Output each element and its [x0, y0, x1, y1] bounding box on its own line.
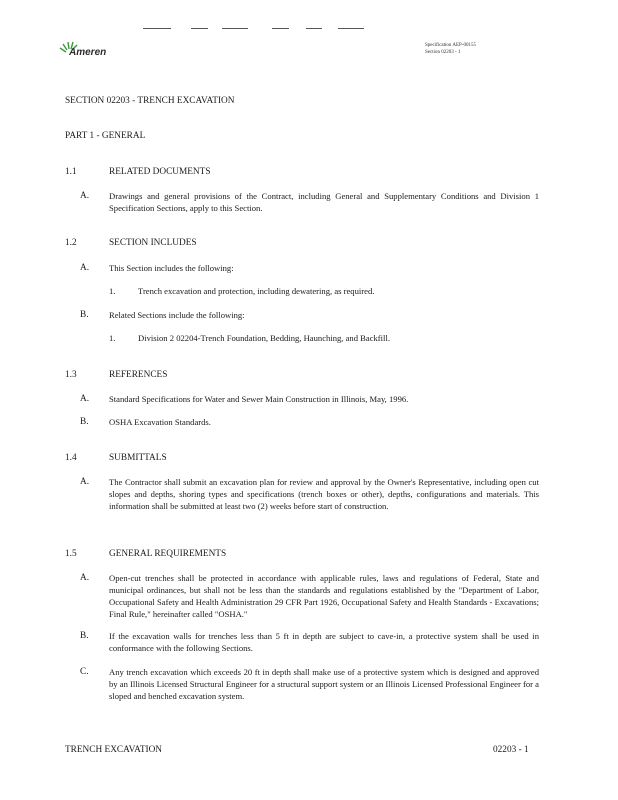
article-number: 1.4 — [65, 453, 77, 463]
article-heading: REFERENCES — [109, 370, 168, 380]
paragraph-text: If the excavation walls for trenches less than 5 ft in depth are subject to cave-in, a protective system shall be used in conformance with the following Sections. — [109, 631, 539, 653]
part-heading: PART 1 - GENERAL — [65, 131, 146, 141]
header-rule-segment — [272, 28, 289, 29]
article-heading: RELATED DOCUMENTS — [109, 167, 211, 177]
paragraph-letter: B. — [80, 631, 89, 641]
paragraph-letter: B. — [80, 417, 89, 427]
article-heading: SECTION INCLUDES — [109, 238, 197, 248]
header-rule-segment — [222, 28, 248, 29]
header-rule-segment — [143, 28, 171, 29]
paragraph-text: Any trench excavation which exceeds 20 ft in depth shall make use of a protective system which is designed and approved by an Illinois Licensed Structural Engineer for a structural support system or an Illinois Licensed Professional Engineer for a sloped and benched excavation system. — [109, 667, 539, 701]
article-heading: SUBMITTALS — [109, 453, 167, 463]
paragraph-text: Standard Specifications for Water and Sewer Main Construction in Illinois, May, 1996. — [109, 394, 409, 404]
header-rule-segment — [191, 28, 208, 29]
spec-line-2: Section 02203 - 1 — [425, 50, 461, 55]
paragraph-letter: A. — [80, 394, 90, 404]
article-number: 1.3 — [65, 370, 77, 380]
subparagraph-number: 1. — [109, 333, 116, 343]
article-heading: GENERAL REQUIREMENTS — [109, 549, 227, 559]
footer-page-number: 02203 - 1 — [493, 745, 529, 755]
paragraph-letter: A. — [80, 263, 90, 273]
subparagraph-number: 1. — [109, 286, 116, 296]
header-rule-segment — [306, 28, 322, 29]
paragraph-letter: B. — [80, 310, 89, 320]
header-rule-segment — [338, 28, 364, 29]
paragraph-letter: A. — [80, 477, 90, 487]
paragraph-text: Related Sections include the following: — [109, 310, 245, 320]
paragraph-text: Drawings and general provisions of the Contract, including General and Supplementary Conditions and Division 1 Specification Sections, apply to this Section. — [109, 191, 539, 213]
paragraph-text: Open-cut trenches shall be protected in accordance with applicable rules, laws and regulations of Federal, State and municipal ordinances, but shall not be less than the standards and regulations established by the "Department of Labor, Occupational Safety and Health Administration 29 CFR Part 1926, Occupational Safety and Health Standards - Excavations; Final Rule," hereinafter called "OSHA." — [109, 573, 539, 619]
article-number: 1.2 — [65, 238, 77, 248]
logo-wordmark: Ameren — [69, 47, 107, 58]
spec-identifier — [425, 42, 476, 56]
article-number: 1.5 — [65, 549, 77, 559]
article-number: 1.1 — [65, 167, 77, 177]
footer-title: TRENCH EXCAVATION — [65, 745, 163, 755]
paragraph-letter: A. — [80, 573, 90, 583]
subparagraph-text: Trench excavation and protection, including dewatering, as required. — [138, 286, 375, 296]
paragraph-text: The Contractor shall submit an excavation plan for review and approval by the Owner's Representative, including open cut slopes and depths, shoring types and specifications (trench boxes or other), depths, configurations and materials. This information shall be submitted at least two (2) weeks before start of construction. — [109, 477, 539, 511]
section-title: SECTION 02203 - TRENCH EXCAVATION — [65, 96, 235, 106]
paragraph-text: This Section includes the following: — [109, 263, 234, 273]
paragraph-text: OSHA Excavation Standards. — [109, 417, 211, 427]
spec-line-1: Specification AEP-00155 — [425, 43, 476, 48]
subparagraph-text: Division 2 02204-Trench Foundation, Bedding, Haunching, and Backfill. — [138, 333, 390, 343]
paragraph-letter: C. — [80, 667, 89, 677]
paragraph-letter: A. — [80, 191, 90, 201]
